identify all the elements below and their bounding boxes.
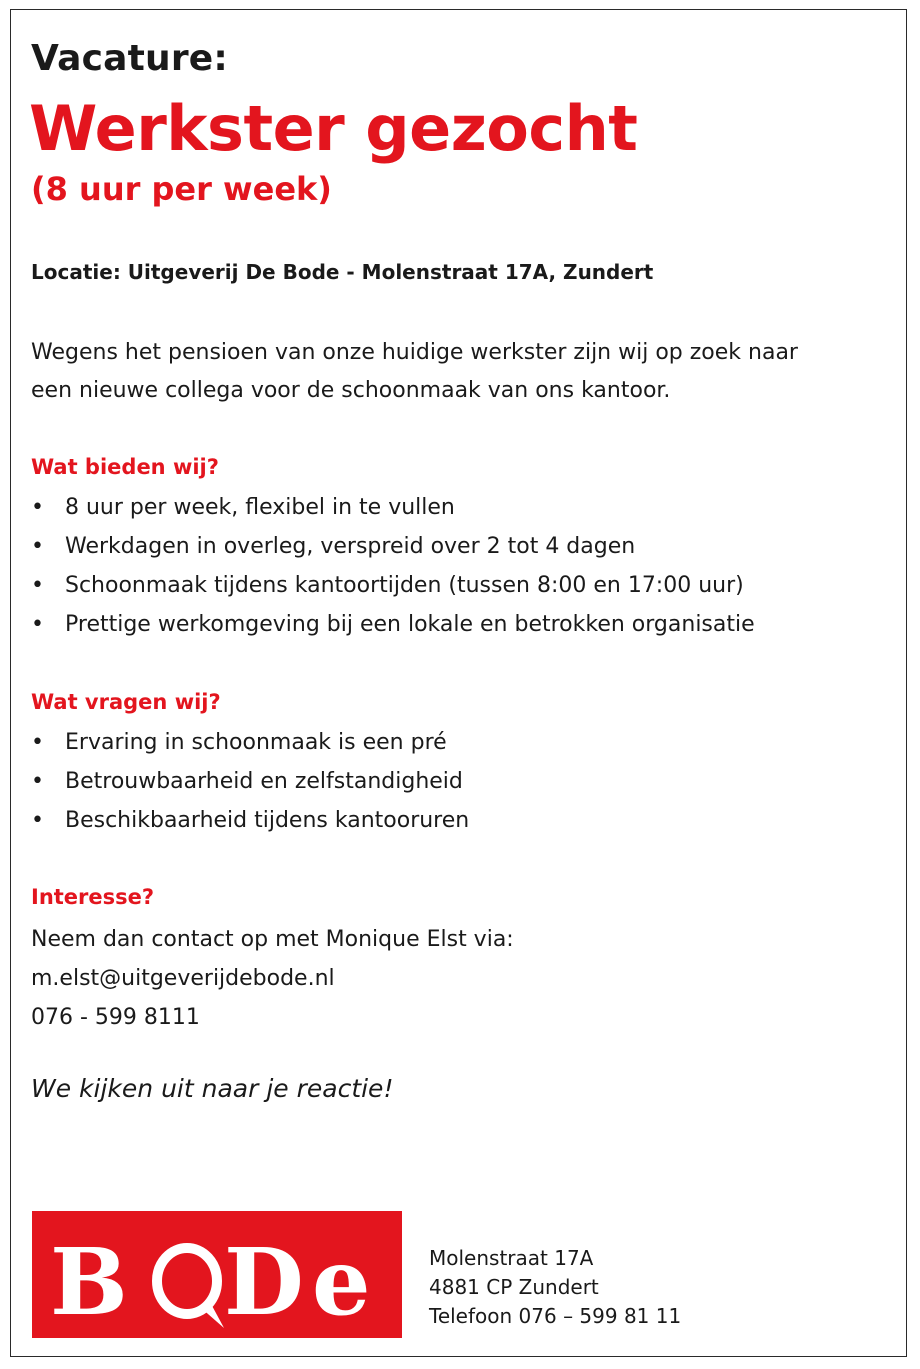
intro-paragraph — [31, 334, 881, 410]
contact-intro: Neem dan contact op met Monique Elst via: — [31, 927, 514, 952]
page-subtitle: (8 uur per week) — [31, 170, 332, 208]
intro-line-1: Wegens het pensioen van onze huidige werkster zijn wij op zoek naar — [31, 340, 798, 365]
list-item: • Ervaring in schoonmaak is een pré — [31, 723, 469, 762]
requirements-heading: Wat vragen wij? — [31, 690, 221, 714]
intro-line-2: een nieuwe collega voor de schoonmaak van ons kantoor. — [31, 378, 671, 403]
bullet-icon: • — [31, 730, 44, 755]
offer-heading: Wat bieden wij? — [31, 455, 219, 479]
contact-phone: 076 - 599 8111 — [31, 1005, 200, 1030]
bullet-icon: • — [31, 612, 44, 637]
footer-phone: Telefoon 076 – 599 81 11 — [429, 1304, 682, 1328]
closing-line: We kijken uit naar je reactie! — [31, 1074, 394, 1103]
location-line: Locatie: Uitgeverij De Bode - Molenstraat 17A, Zundert — [31, 260, 654, 284]
contact-email: m.elst@uitgeverijdebode.nl — [31, 966, 335, 991]
page-title: Werkster gezocht — [29, 92, 638, 165]
requirements-list — [31, 723, 469, 840]
bullet-icon: • — [31, 534, 44, 559]
bode-logo-mark — [32, 1211, 402, 1338]
list-item: • Prettige werkomgeving bij een lokale en betrokken organisatie — [31, 605, 755, 644]
bullet-icon: • — [31, 495, 44, 520]
bullet-icon: • — [31, 808, 44, 833]
list-item: • Beschikbaarheid tijdens kantooruren — [31, 801, 469, 840]
list-item: • Schoonmaak tijdens kantoortijden (tussen 8:00 en 17:00 uur) — [31, 566, 755, 605]
offer-list — [31, 488, 755, 644]
speech-bubble-o-icon — [157, 1248, 224, 1328]
logo-letter-e: e — [312, 1228, 371, 1336]
list-item: • 8 uur per week, flexibel in te vullen — [31, 488, 755, 527]
footer-address — [429, 1244, 681, 1331]
logo-letter-b: B — [50, 1228, 128, 1336]
contact-block — [31, 920, 514, 1037]
list-item: • Werkdagen in overleg, verspreid over 2 tot 4 dagen — [31, 527, 755, 566]
eyebrow-label: Vacature: — [31, 38, 229, 79]
footer-postal: 4881 CP Zundert — [429, 1275, 599, 1299]
interest-heading: Interesse? — [31, 885, 155, 909]
bullet-icon: • — [31, 769, 44, 794]
logo-letter-d: D — [224, 1228, 304, 1336]
footer-street: Molenstraat 17A — [429, 1246, 594, 1270]
bode-logo — [32, 1211, 402, 1338]
page-frame — [10, 9, 907, 1357]
bullet-icon: • — [31, 573, 44, 598]
list-item: • Betrouwbaarheid en zelfstandigheid — [31, 762, 469, 801]
